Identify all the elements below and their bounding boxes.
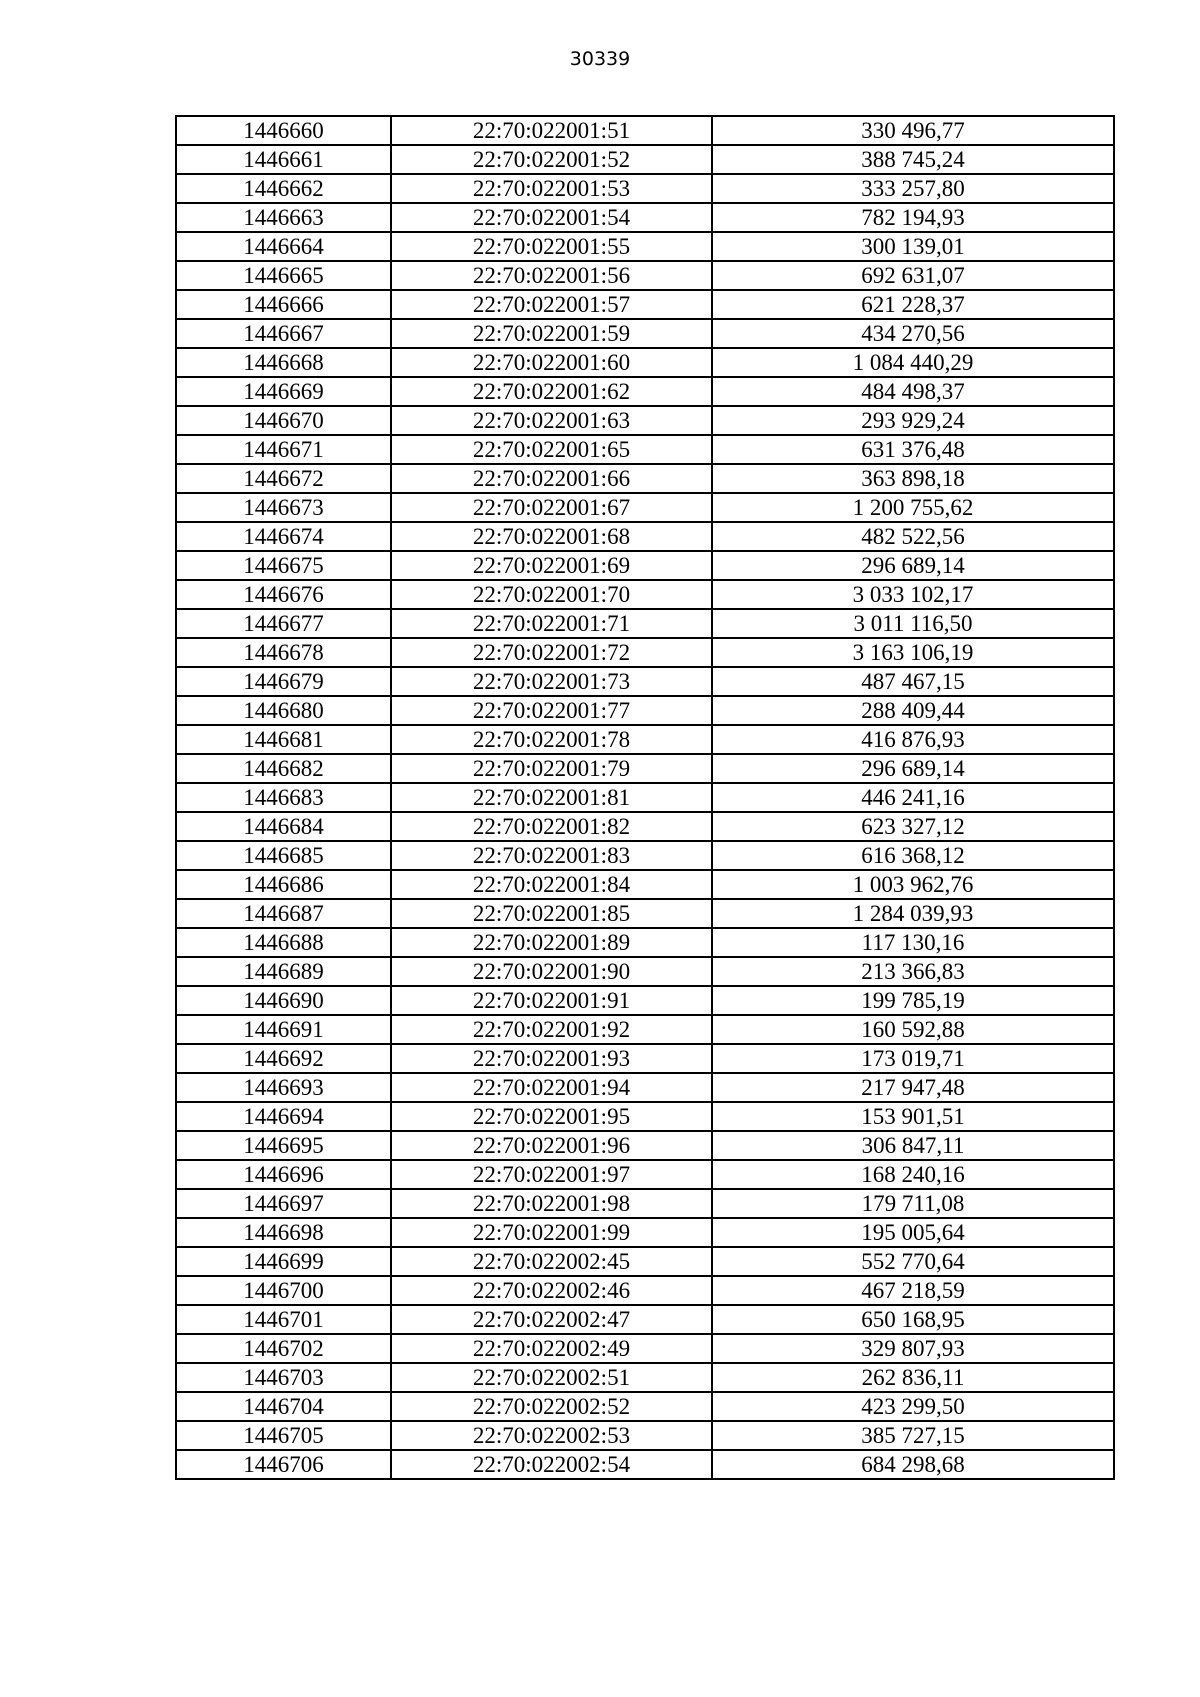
cadastral-value-cell: 296 689,14: [712, 754, 1114, 783]
cadastral-value-cell: 423 299,50: [712, 1392, 1114, 1421]
cadastral-value-cell: 385 727,15: [712, 1421, 1114, 1450]
cadastral-value-cell: 684 298,68: [712, 1450, 1114, 1479]
cadastral-value-cell: 306 847,11: [712, 1131, 1114, 1160]
row-id-cell: 1446684: [176, 812, 391, 841]
table-row: [176, 696, 1114, 725]
row-id-cell: 1446663: [176, 203, 391, 232]
cadastral-value-cell: 300 139,01: [712, 232, 1114, 261]
table-row: [176, 870, 1114, 899]
table-row: [176, 899, 1114, 928]
cadastral-value-cell: 621 228,37: [712, 290, 1114, 319]
table-row: [176, 174, 1114, 203]
cadastral-number-cell: 22:70:022001:91: [391, 986, 712, 1015]
row-id-cell: 1446664: [176, 232, 391, 261]
cadastral-value-cell: 3 033 102,17: [712, 580, 1114, 609]
row-id-cell: 1446674: [176, 522, 391, 551]
table-row: [176, 1363, 1114, 1392]
table-row: [176, 841, 1114, 870]
row-id-cell: 1446693: [176, 1073, 391, 1102]
cadastral-number-cell: 22:70:022001:92: [391, 1015, 712, 1044]
row-id-cell: 1446702: [176, 1334, 391, 1363]
row-id-cell: 1446700: [176, 1276, 391, 1305]
cadastral-number-cell: 22:70:022001:78: [391, 725, 712, 754]
cadastral-value-cell: 173 019,71: [712, 1044, 1114, 1073]
cadastral-value-cell: 3 011 116,50: [712, 609, 1114, 638]
table-row: [176, 580, 1114, 609]
cadastral-number-cell: 22:70:022001:85: [391, 899, 712, 928]
cadastral-value-cell: 199 785,19: [712, 986, 1114, 1015]
cadastral-value-cell: 616 368,12: [712, 841, 1114, 870]
cadastral-value-cell: 1 003 962,76: [712, 870, 1114, 899]
cadastral-value-cell: 416 876,93: [712, 725, 1114, 754]
cadastral-number-cell: 22:70:022001:72: [391, 638, 712, 667]
cadastral-value-table: [175, 115, 1115, 1480]
row-id-cell: 1446687: [176, 899, 391, 928]
cadastral-number-cell: 22:70:022002:54: [391, 1450, 712, 1479]
cadastral-number-cell: 22:70:022001:60: [391, 348, 712, 377]
row-id-cell: 1446685: [176, 841, 391, 870]
table-row: [176, 522, 1114, 551]
table-row: [176, 116, 1114, 145]
row-id-cell: 1446678: [176, 638, 391, 667]
row-id-cell: 1446662: [176, 174, 391, 203]
row-id-cell: 1446676: [176, 580, 391, 609]
table-row: [176, 203, 1114, 232]
table-row: [176, 145, 1114, 174]
cadastral-number-cell: 22:70:022002:49: [391, 1334, 712, 1363]
cadastral-value-cell: 446 241,16: [712, 783, 1114, 812]
cadastral-number-cell: 22:70:022001:57: [391, 290, 712, 319]
row-id-cell: 1446695: [176, 1131, 391, 1160]
cadastral-value-cell: 782 194,93: [712, 203, 1114, 232]
table-body: [176, 116, 1114, 1479]
row-id-cell: 1446697: [176, 1189, 391, 1218]
table-row: [176, 232, 1114, 261]
cadastral-value-cell: 650 168,95: [712, 1305, 1114, 1334]
row-id-cell: 1446692: [176, 1044, 391, 1073]
row-id-cell: 1446661: [176, 145, 391, 174]
row-id-cell: 1446671: [176, 435, 391, 464]
table-row: [176, 406, 1114, 435]
row-id-cell: 1446673: [176, 493, 391, 522]
row-id-cell: 1446672: [176, 464, 391, 493]
cadastral-number-cell: 22:70:022001:67: [391, 493, 712, 522]
table-row: [176, 493, 1114, 522]
cadastral-number-cell: 22:70:022001:69: [391, 551, 712, 580]
table-row: [176, 1073, 1114, 1102]
cadastral-value-cell: 434 270,56: [712, 319, 1114, 348]
cadastral-value-cell: 195 005,64: [712, 1218, 1114, 1247]
table-row: [176, 986, 1114, 1015]
cadastral-number-cell: 22:70:022002:52: [391, 1392, 712, 1421]
row-id-cell: 1446677: [176, 609, 391, 638]
cadastral-number-cell: 22:70:022001:55: [391, 232, 712, 261]
table-row: [176, 783, 1114, 812]
cadastral-value-cell: 160 592,88: [712, 1015, 1114, 1044]
table-row: [176, 1044, 1114, 1073]
cadastral-value-cell: 692 631,07: [712, 261, 1114, 290]
cadastral-value-cell: 333 257,80: [712, 174, 1114, 203]
cadastral-value-cell: 168 240,16: [712, 1160, 1114, 1189]
row-id-cell: 1446691: [176, 1015, 391, 1044]
row-id-cell: 1446680: [176, 696, 391, 725]
row-id-cell: 1446701: [176, 1305, 391, 1334]
cadastral-value-cell: 329 807,93: [712, 1334, 1114, 1363]
row-id-cell: 1446690: [176, 986, 391, 1015]
row-id-cell: 1446682: [176, 754, 391, 783]
cadastral-number-cell: 22:70:022001:52: [391, 145, 712, 174]
table-row: [176, 290, 1114, 319]
table-row: [176, 957, 1114, 986]
row-id-cell: 1446694: [176, 1102, 391, 1131]
cadastral-number-cell: 22:70:022001:83: [391, 841, 712, 870]
table-row: [176, 667, 1114, 696]
table-row: [176, 1276, 1114, 1305]
cadastral-number-cell: 22:70:022002:46: [391, 1276, 712, 1305]
table-row: [176, 609, 1114, 638]
cadastral-value-cell: 1 200 755,62: [712, 493, 1114, 522]
cadastral-number-cell: 22:70:022001:62: [391, 377, 712, 406]
cadastral-value-cell: 388 745,24: [712, 145, 1114, 174]
row-id-cell: 1446669: [176, 377, 391, 406]
cadastral-number-cell: 22:70:022001:71: [391, 609, 712, 638]
cadastral-number-cell: 22:70:022001:99: [391, 1218, 712, 1247]
cadastral-number-cell: 22:70:022001:53: [391, 174, 712, 203]
row-id-cell: 1446660: [176, 116, 391, 145]
cadastral-value-cell: 487 467,15: [712, 667, 1114, 696]
page-number: 30339: [569, 48, 631, 70]
table-row: [176, 1450, 1114, 1479]
cadastral-number-cell: 22:70:022001:65: [391, 435, 712, 464]
cadastral-value-cell: 217 947,48: [712, 1073, 1114, 1102]
row-id-cell: 1446688: [176, 928, 391, 957]
cadastral-number-cell: 22:70:022001:73: [391, 667, 712, 696]
cadastral-value-cell: 330 496,77: [712, 116, 1114, 145]
row-id-cell: 1446667: [176, 319, 391, 348]
cadastral-number-cell: 22:70:022001:81: [391, 783, 712, 812]
table-row: [176, 1305, 1114, 1334]
row-id-cell: 1446699: [176, 1247, 391, 1276]
cadastral-value-cell: 296 689,14: [712, 551, 1114, 580]
table-row: [176, 261, 1114, 290]
table-row: [176, 1392, 1114, 1421]
table-row: [176, 1015, 1114, 1044]
cadastral-number-cell: 22:70:022001:70: [391, 580, 712, 609]
table-row: [176, 638, 1114, 667]
row-id-cell: 1446665: [176, 261, 391, 290]
cadastral-value-cell: 288 409,44: [712, 696, 1114, 725]
row-id-cell: 1446683: [176, 783, 391, 812]
cadastral-number-cell: 22:70:022002:45: [391, 1247, 712, 1276]
cadastral-number-cell: 22:70:022001:93: [391, 1044, 712, 1073]
cadastral-number-cell: 22:70:022001:66: [391, 464, 712, 493]
table-row: [176, 1421, 1114, 1450]
cadastral-number-cell: 22:70:022001:89: [391, 928, 712, 957]
cadastral-value-cell: 179 711,08: [712, 1189, 1114, 1218]
cadastral-number-cell: 22:70:022002:47: [391, 1305, 712, 1334]
cadastral-value-cell: 631 376,48: [712, 435, 1114, 464]
cadastral-value-cell: 623 327,12: [712, 812, 1114, 841]
table-row: [176, 1247, 1114, 1276]
cadastral-value-cell: 1 284 039,93: [712, 899, 1114, 928]
cadastral-value-cell: 293 929,24: [712, 406, 1114, 435]
table-row: [176, 464, 1114, 493]
table-row: [176, 348, 1114, 377]
row-id-cell: 1446668: [176, 348, 391, 377]
cadastral-value-cell: 484 498,37: [712, 377, 1114, 406]
row-id-cell: 1446698: [176, 1218, 391, 1247]
table-row: [176, 928, 1114, 957]
cadastral-value-cell: 262 836,11: [712, 1363, 1114, 1392]
cadastral-number-cell: 22:70:022001:82: [391, 812, 712, 841]
table-row: [176, 319, 1114, 348]
cadastral-value-cell: 467 218,59: [712, 1276, 1114, 1305]
table-row: [176, 812, 1114, 841]
cadastral-number-cell: 22:70:022001:68: [391, 522, 712, 551]
cadastral-value-cell: 552 770,64: [712, 1247, 1114, 1276]
cadastral-value-cell: 3 163 106,19: [712, 638, 1114, 667]
table-row: [176, 1131, 1114, 1160]
cadastral-number-cell: 22:70:022001:97: [391, 1160, 712, 1189]
table-row: [176, 1218, 1114, 1247]
row-id-cell: 1446705: [176, 1421, 391, 1450]
cadastral-number-cell: 22:70:022001:90: [391, 957, 712, 986]
table-row: [176, 377, 1114, 406]
cadastral-number-cell: 22:70:022001:94: [391, 1073, 712, 1102]
cadastral-number-cell: 22:70:022002:51: [391, 1363, 712, 1392]
cadastral-number-cell: 22:70:022001:95: [391, 1102, 712, 1131]
cadastral-number-cell: 22:70:022001:56: [391, 261, 712, 290]
cadastral-number-cell: 22:70:022001:54: [391, 203, 712, 232]
row-id-cell: 1446704: [176, 1392, 391, 1421]
row-id-cell: 1446675: [176, 551, 391, 580]
row-id-cell: 1446706: [176, 1450, 391, 1479]
table-row: [176, 435, 1114, 464]
cadastral-value-cell: 153 901,51: [712, 1102, 1114, 1131]
cadastral-number-cell: 22:70:022001:63: [391, 406, 712, 435]
row-id-cell: 1446686: [176, 870, 391, 899]
row-id-cell: 1446681: [176, 725, 391, 754]
cadastral-number-cell: 22:70:022001:77: [391, 696, 712, 725]
row-id-cell: 1446696: [176, 1160, 391, 1189]
cadastral-number-cell: 22:70:022001:84: [391, 870, 712, 899]
row-id-cell: 1446703: [176, 1363, 391, 1392]
row-id-cell: 1446670: [176, 406, 391, 435]
cadastral-value-cell: 1 084 440,29: [712, 348, 1114, 377]
row-id-cell: 1446666: [176, 290, 391, 319]
cadastral-value-cell: 213 366,83: [712, 957, 1114, 986]
cadastral-number-cell: 22:70:022001:51: [391, 116, 712, 145]
table-row: [176, 551, 1114, 580]
cadastral-number-cell: 22:70:022001:59: [391, 319, 712, 348]
table-row: [176, 1160, 1114, 1189]
cadastral-value-cell: 482 522,56: [712, 522, 1114, 551]
table-row: [176, 1102, 1114, 1131]
cadastral-value-cell: 363 898,18: [712, 464, 1114, 493]
cadastral-number-cell: 22:70:022002:53: [391, 1421, 712, 1450]
cadastral-value-cell: 117 130,16: [712, 928, 1114, 957]
cadastral-number-cell: 22:70:022001:96: [391, 1131, 712, 1160]
table-row: [176, 754, 1114, 783]
cadastral-number-cell: 22:70:022001:79: [391, 754, 712, 783]
cadastral-number-cell: 22:70:022001:98: [391, 1189, 712, 1218]
table-row: [176, 1334, 1114, 1363]
row-id-cell: 1446679: [176, 667, 391, 696]
table-row: [176, 725, 1114, 754]
table-row: [176, 1189, 1114, 1218]
row-id-cell: 1446689: [176, 957, 391, 986]
